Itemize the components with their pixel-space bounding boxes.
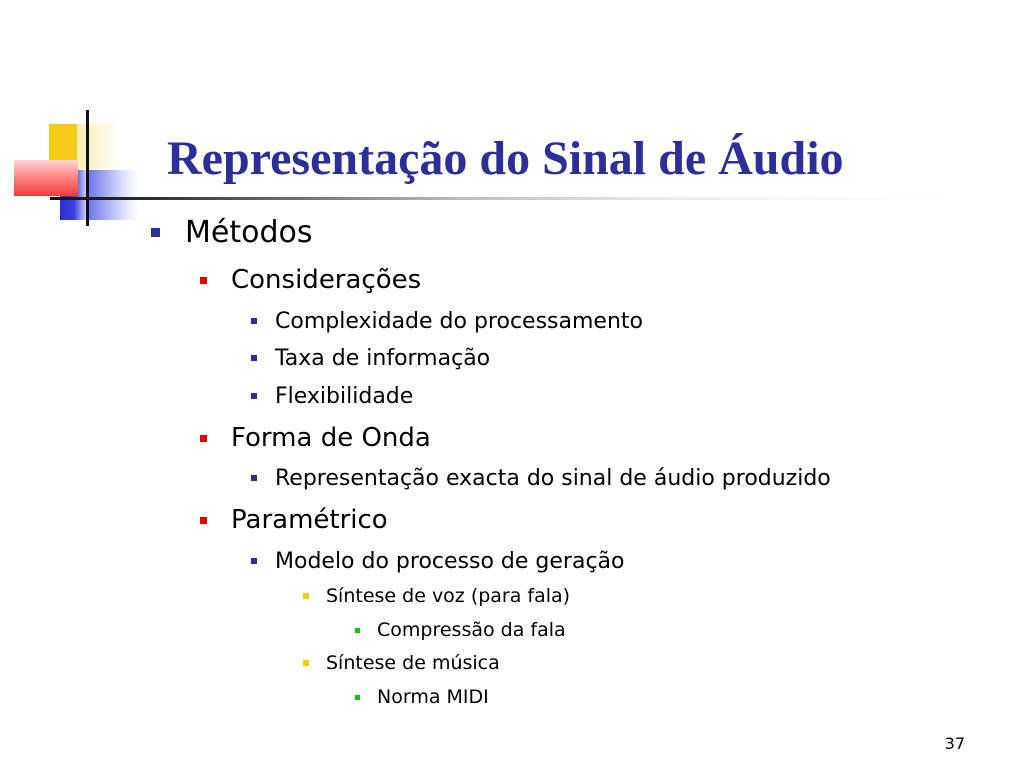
bullet-square-icon — [251, 318, 257, 324]
bullet-text: Métodos — [185, 214, 313, 250]
bullet-text: Síntese de voz (para fala) — [326, 585, 571, 607]
page-number: 37 — [944, 734, 965, 753]
bullet-norma-midi — [355, 684, 489, 710]
bullet-compressao — [355, 617, 566, 643]
bullet-square-icon — [303, 593, 309, 599]
bullet-square-icon — [200, 277, 207, 284]
decorative-blue-fade — [88, 170, 138, 220]
decorative-red-square — [14, 160, 78, 196]
bullet-text: Forma de Onda — [231, 423, 431, 453]
bullet-square-icon — [200, 517, 207, 524]
bullet-representacao-exacta — [251, 463, 831, 493]
bullet-sintese-voz — [303, 583, 570, 609]
bullet-text: Paramétrico — [231, 505, 388, 535]
bullet-square-icon — [151, 228, 160, 237]
bullet-square-icon — [251, 393, 257, 399]
bullet-text: Complexidade do processamento — [275, 308, 643, 334]
bullet-square-icon — [251, 558, 257, 564]
slide-title: Representação do Sinal de Áudio — [167, 132, 844, 185]
bullet-text: Taxa de informação — [275, 345, 491, 371]
bullet-text: Representação exacta do sinal de áudio produzido — [275, 465, 831, 491]
decorative-vertical-line — [86, 110, 89, 226]
bullet-square-icon — [355, 628, 360, 633]
bullet-forma-onda — [200, 421, 431, 455]
bullet-text: Considerações — [231, 265, 422, 295]
bullet-text: Compressão da fala — [377, 619, 566, 641]
bullet-parametrico — [200, 503, 388, 537]
bullet-square-icon — [251, 355, 257, 361]
bullet-square-icon — [251, 475, 257, 481]
bullet-taxa — [251, 343, 490, 373]
bullet-text: Síntese de música — [326, 652, 500, 674]
bullet-text: Modelo do processo de geração — [275, 548, 625, 574]
bullet-sintese-musica — [303, 650, 500, 676]
bullet-text: Flexibilidade — [275, 383, 414, 409]
bullet-modelo — [251, 546, 624, 576]
bullet-square-icon — [303, 660, 309, 666]
bullet-square-icon — [355, 695, 360, 700]
bullet-complexidade — [251, 306, 643, 336]
bullet-text: Norma MIDI — [377, 686, 489, 708]
bullet-metodos — [151, 212, 313, 252]
bullet-square-icon — [200, 435, 207, 442]
title-underline — [50, 197, 950, 200]
bullet-flexibilidade — [251, 381, 413, 411]
bullet-consideracoes — [200, 263, 421, 297]
decorative-yellow-fade — [77, 124, 122, 170]
